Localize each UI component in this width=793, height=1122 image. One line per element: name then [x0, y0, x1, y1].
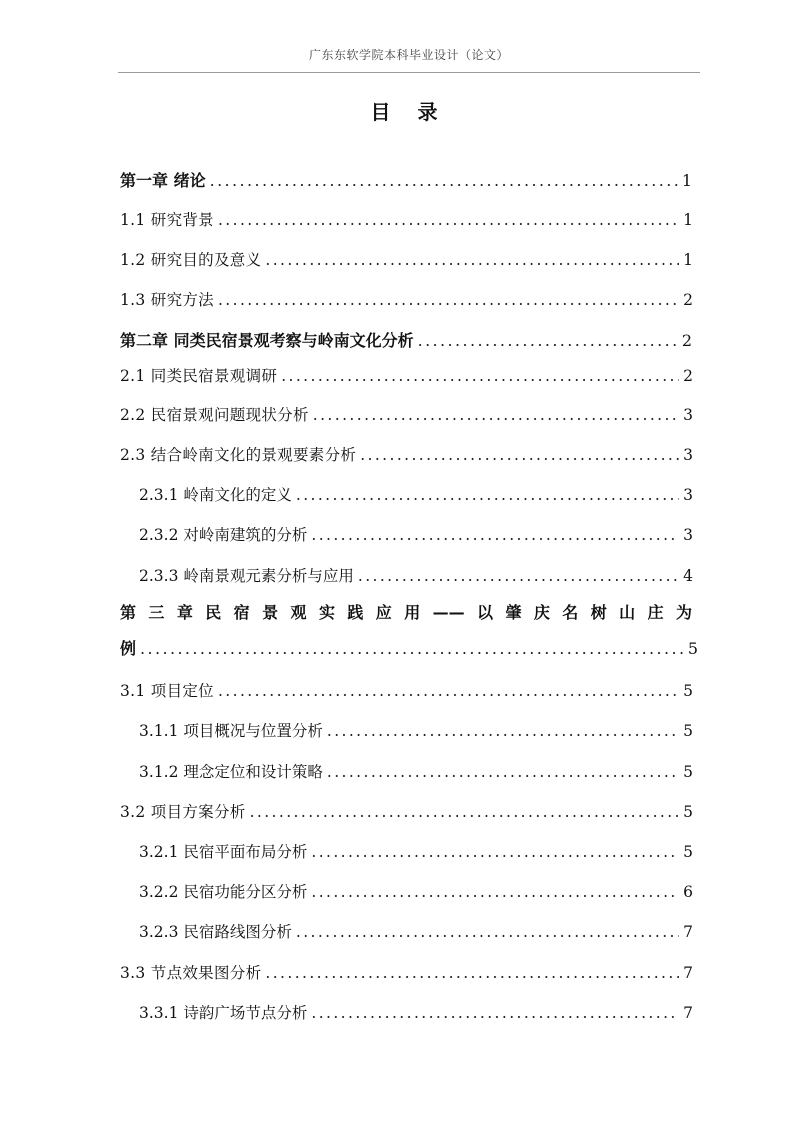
toc-entry-2-3-3[interactable]	[139, 564, 693, 586]
toc-leader-dots	[281, 367, 679, 385]
toc-leader-dots	[311, 526, 679, 544]
toc-entry-1-3[interactable]	[120, 288, 693, 310]
toc-label: 3.3 节点效果图分析	[120, 964, 262, 982]
toc-entry-1-2[interactable]	[120, 248, 693, 270]
toc-entry-chapter-3[interactable]	[120, 636, 698, 659]
toc-entry-chapter-1[interactable]	[120, 168, 692, 191]
toc-entry-chapter-3-line1[interactable]: 第三章民宿景观实践应用——以肇庆名树山庄为	[120, 603, 692, 622]
toc-leader-dots	[210, 171, 678, 190]
toc-page-number: 5	[683, 803, 693, 821]
toc-leader-dots	[311, 843, 679, 861]
toc-leader-dots	[140, 639, 684, 658]
toc-label: 2.3.2 对岭南建筑的分析	[139, 526, 308, 544]
toc-page-number: 3	[683, 406, 693, 424]
toc-label: 2.3 结合岭南文化的景观要素分析	[120, 446, 357, 464]
toc-page-number: 1	[683, 251, 693, 269]
toc-leader-dots	[218, 682, 679, 700]
toc-page-number: 7	[683, 923, 693, 941]
toc-entry-3-2[interactable]	[120, 800, 693, 822]
toc-page-number: 4	[683, 567, 693, 585]
page-title: 目 录	[370, 100, 448, 124]
toc-leader-dots	[360, 446, 679, 464]
toc-page-number: 6	[683, 883, 693, 901]
toc-leader-dots	[296, 486, 679, 504]
toc-page-number: 5	[683, 722, 693, 740]
toc-entry-2-3[interactable]	[120, 443, 693, 465]
toc-page-number: 5	[683, 682, 693, 700]
toc-leader-dots	[265, 251, 679, 269]
toc-entry-3-2-2[interactable]	[139, 880, 693, 902]
toc-page-number: 1	[681, 171, 692, 190]
toc-label: 2.1 同类民宿景观调研	[120, 367, 278, 385]
toc-page-number: 5	[687, 639, 698, 658]
toc-entry-3-2-1[interactable]	[139, 840, 693, 862]
toc-entry-1-1[interactable]	[120, 208, 693, 230]
toc-page-number: 3	[683, 446, 693, 464]
toc-leader-dots	[218, 291, 679, 309]
toc-entry-3-3[interactable]	[120, 961, 693, 983]
toc-entry-3-1-2[interactable]	[139, 760, 693, 782]
toc-entry-3-3-1[interactable]	[139, 1001, 693, 1023]
toc-leader-dots	[311, 1004, 679, 1022]
toc-label: 例	[120, 639, 137, 658]
toc-entry-2-2[interactable]	[120, 403, 693, 425]
toc-page-number: 5	[683, 763, 693, 781]
running-header: 广东东软学院本科毕业设计（论文）	[308, 48, 509, 62]
toc-label: 1.2 研究目的及意义	[120, 251, 262, 269]
toc-leader-dots	[313, 406, 679, 424]
toc-label: 3.1.2 理念定位和设计策略	[139, 763, 323, 781]
toc-label: 1.1 研究背景	[120, 211, 214, 229]
toc-leader-dots	[218, 211, 679, 229]
toc-label: 3.3.1 诗韵广场节点分析	[139, 1004, 308, 1022]
toc-leader-dots	[250, 803, 680, 821]
toc-page-number: 7	[683, 1004, 693, 1022]
toc-entry-2-1[interactable]	[120, 364, 693, 386]
toc-label: 3.2.2 民宿功能分区分析	[139, 883, 308, 901]
toc-page-number: 1	[683, 211, 693, 229]
toc-page-number: 5	[683, 843, 693, 861]
toc-label: 第二章 同类民宿景观考察与岭南文化分析	[120, 331, 414, 350]
toc-entry-3-2-3[interactable]	[139, 920, 693, 942]
toc-page-number: 3	[683, 526, 693, 544]
toc-leader-dots	[265, 964, 679, 982]
toc-leader-dots	[311, 883, 679, 901]
toc-page-number: 2	[683, 291, 693, 309]
toc-label: 3.2 项目方案分析	[120, 803, 246, 821]
toc-label: 2.3.1 岭南文化的定义	[139, 486, 292, 504]
toc-label: 3.1 项目定位	[120, 682, 214, 700]
toc-entry-3-1-1[interactable]	[139, 719, 693, 741]
toc-page-number: 7	[683, 964, 693, 982]
toc-entry-2-3-2[interactable]	[139, 523, 693, 545]
toc-label: 2.3.3 岭南景观元素分析与应用	[139, 567, 354, 585]
toc-entry-3-1[interactable]	[120, 679, 693, 701]
toc-leader-dots	[327, 722, 679, 740]
toc-leader-dots	[296, 923, 679, 941]
toc-label: 第一章 绪论	[120, 171, 206, 190]
toc-label: 2.2 民宿景观问题现状分析	[120, 406, 309, 424]
toc-label: 3.2.3 民宿路线图分析	[139, 923, 292, 941]
toc-label: 3.2.1 民宿平面布局分析	[139, 843, 308, 861]
toc-leader-dots	[327, 763, 679, 781]
toc-page-number: 2	[683, 367, 693, 385]
toc-leader-dots	[418, 331, 678, 350]
toc-label: 3.1.1 项目概况与位置分析	[139, 722, 323, 740]
toc-page-number: 2	[681, 331, 692, 350]
toc-page-number: 3	[683, 486, 693, 504]
toc-leader-dots	[358, 567, 679, 585]
toc-label: 1.3 研究方法	[120, 291, 214, 309]
toc-entry-chapter-2[interactable]	[120, 328, 692, 351]
toc-entry-2-3-1[interactable]	[139, 483, 693, 505]
